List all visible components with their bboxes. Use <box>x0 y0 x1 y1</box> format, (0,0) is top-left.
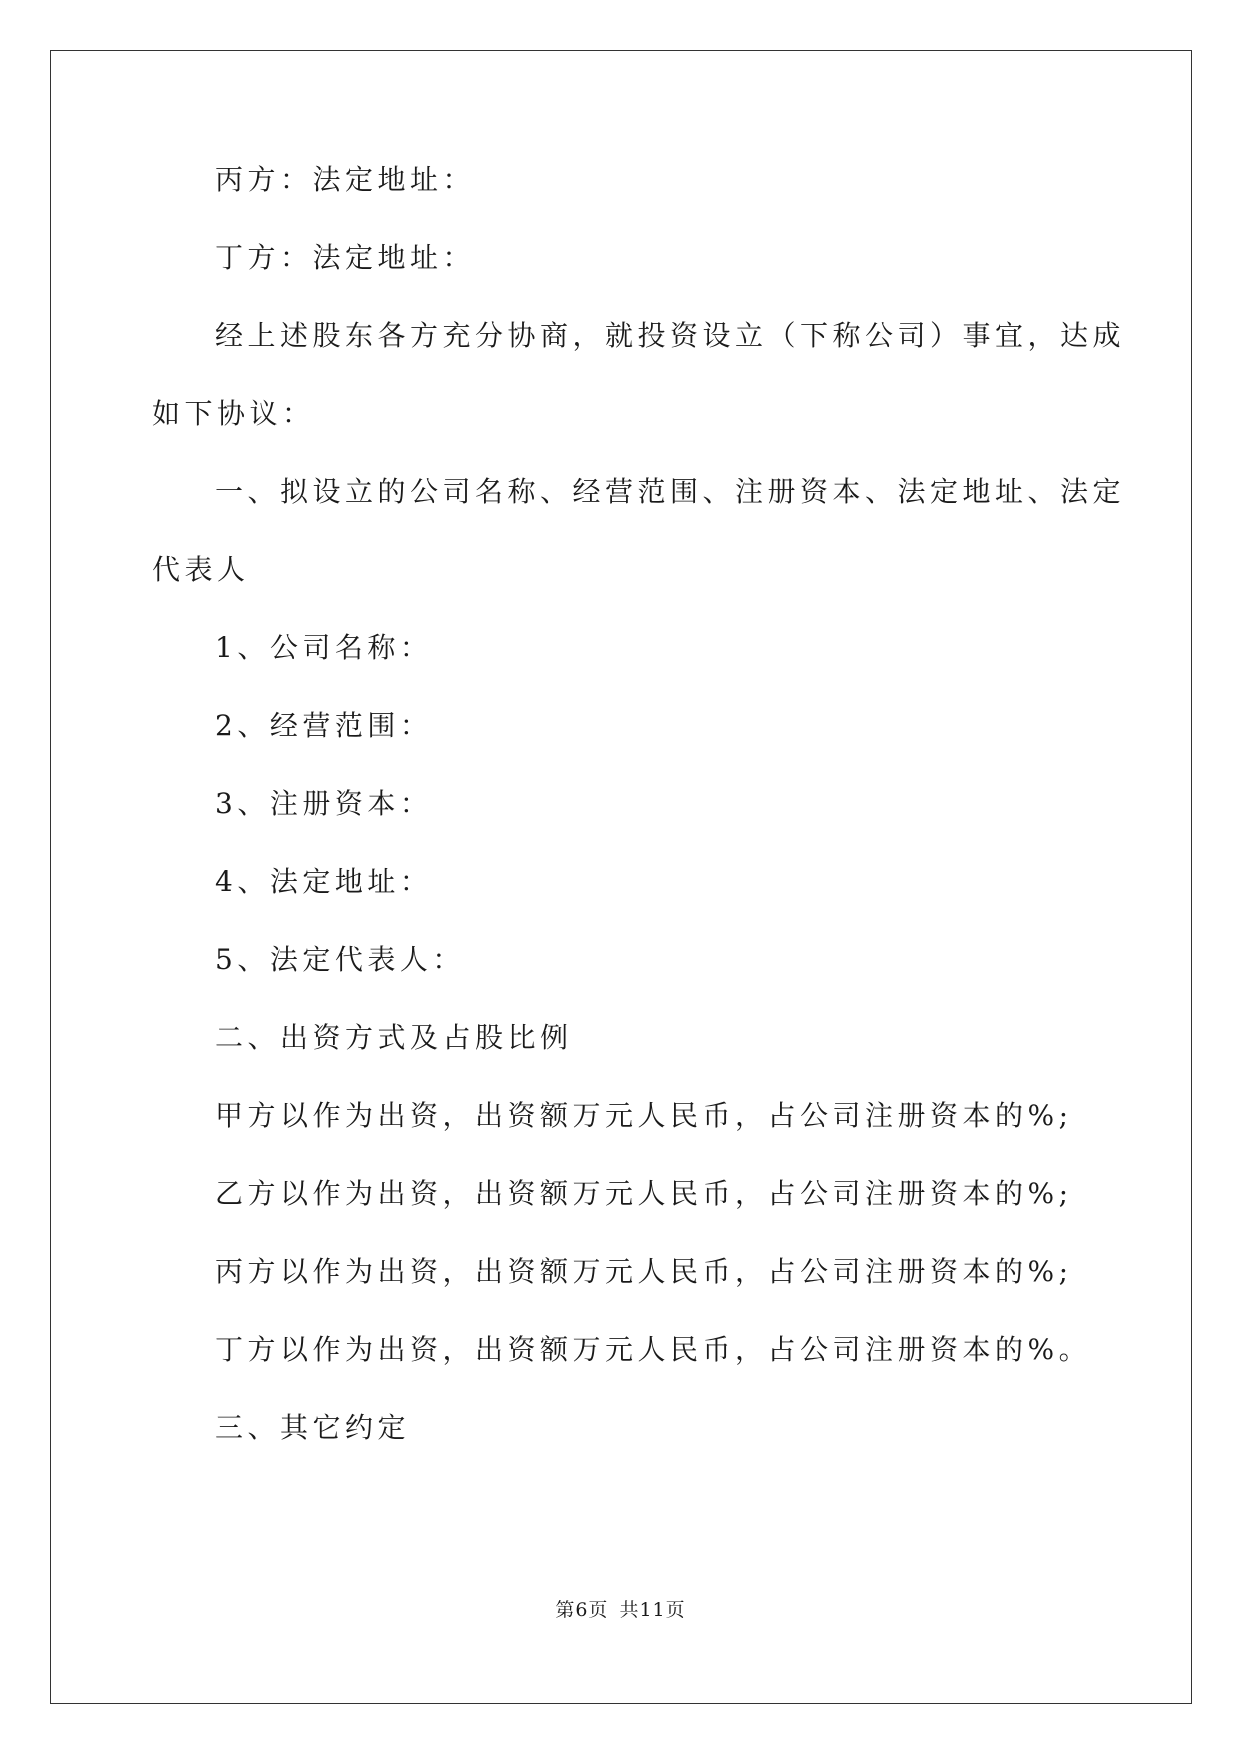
page-total: 共11页 <box>619 1599 686 1621</box>
list-item: 4、法定地址： <box>215 865 433 898</box>
paragraph-line: 丙方以作为出资，出资额万元人民币，占公司注册资本的%; <box>215 1255 1073 1288</box>
section-heading-continued: 代表人 <box>152 553 250 586</box>
paragraph-line: 丙方：法定地址： <box>215 163 476 196</box>
paragraph-line: 甲方以作为出资，出资额万元人民币，占公司注册资本的%; <box>215 1099 1073 1132</box>
paragraph-line: 经上述股东各方充分协商，就投资设立（下称公司）事宜，达成 <box>215 319 1126 352</box>
list-item: 3、注册资本： <box>215 787 433 820</box>
list-item: 5、法定代表人： <box>215 943 465 976</box>
paragraph-line: 如下协议： <box>152 397 315 430</box>
page-footer <box>0 1595 1241 1622</box>
section-heading: 二、出资方式及占股比例 <box>215 1021 573 1054</box>
page-number: 第6页 <box>555 1599 609 1621</box>
paragraph-line: 乙方以作为出资，出资额万元人民币，占公司注册资本的%; <box>215 1177 1073 1210</box>
paragraph-line: 丁方以作为出资，出资额万元人民币，占公司注册资本的%。 <box>215 1333 1092 1366</box>
list-item: 2、经营范围： <box>215 709 433 742</box>
paragraph-line: 丁方：法定地址： <box>215 241 476 274</box>
section-heading: 三、其它约定 <box>215 1411 411 1444</box>
section-heading: 一、拟设立的公司名称、经营范围、注册资本、法定地址、法定 <box>215 475 1126 508</box>
list-item: 1、公司名称： <box>215 631 433 664</box>
